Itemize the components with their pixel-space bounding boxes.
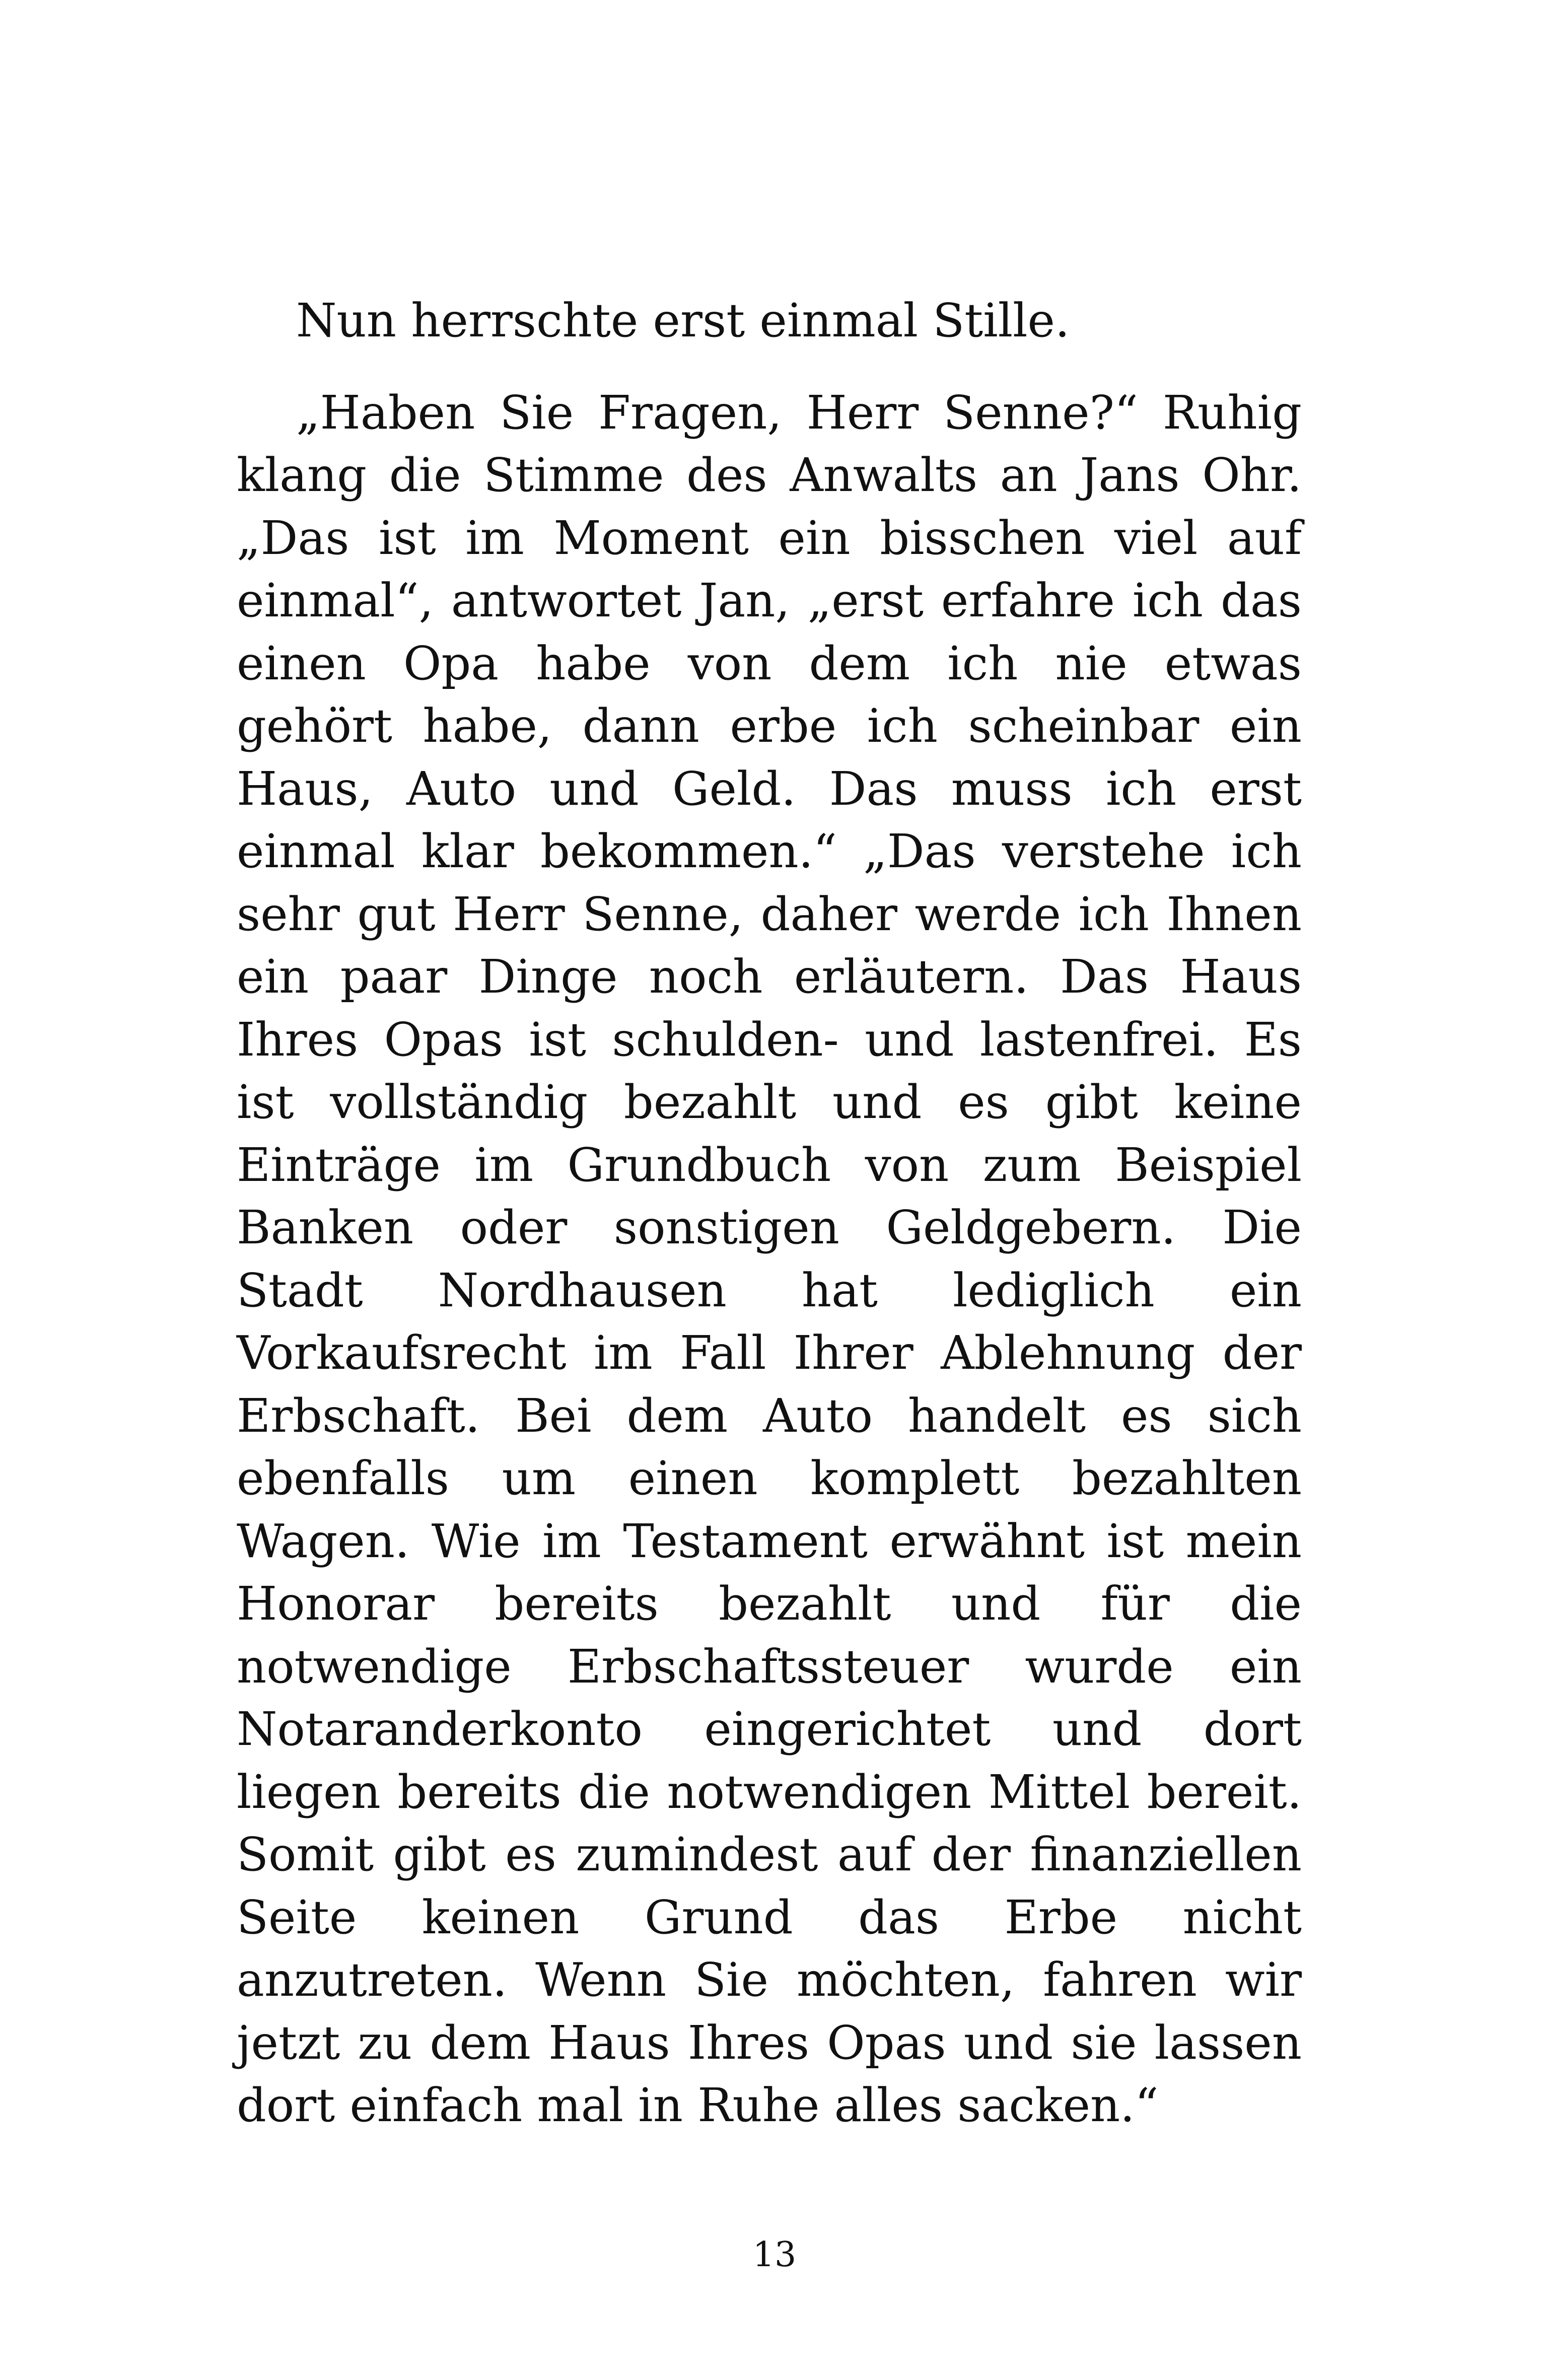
page-number: 13 xyxy=(752,2235,797,2275)
body-text xyxy=(237,290,1302,2137)
paragraph-1: Nun herrschte erst einmal Stille. xyxy=(296,294,1070,347)
paragraph-2: „Haben Sie Fragen, Herr Senne?“ Ruhig klang die Stimme des Anwalts an Jans Ohr. „Das ist im Moment ein bisschen viel auf einmal“, antwortet Jan, „erst erfahre ich das einen Opa habe von dem ich nie etwas gehört habe, dann erbe ich scheinbar ein Haus, Auto und Geld. Das muss ich erst einmal klar bekommen.“ „Das verstehe ich sehr gut Herr Senne, daher werde ich Ihnen ein paar Dinge noch erläutern. Das Haus Ihres Opas ist schulden- und lastenfrei. Es ist vollständig bezahlt und es gibt keine Einträge im Grundbuch von zum Beispiel Banken oder sonstigen Geldgebern. Die Stadt Nordhausen hat lediglich ein Vorkaufsrecht im Fall Ihrer Ablehnung der Erbschaft. Bei dem Auto handelt es sich ebenfalls um einen komplett bezahlten Wagen. Wie im Testament erwähnt ist mein Honorar bereits bezahlt und für die notwendige Erbschaftssteuer wurde ein Notaranderkonto eingerichtet und dort liegen bereits die notwendigen Mittel bereit. Somit gibt es zumindest auf der finanziellen Seite keinen Grund das Erbe nicht anzutreten. Wenn Sie möchten, fahren wir jetzt zu dem Haus Ihres Opas und sie lassen dort einfach mal in Ruhe alles sacken.“ xyxy=(237,385,1302,2132)
